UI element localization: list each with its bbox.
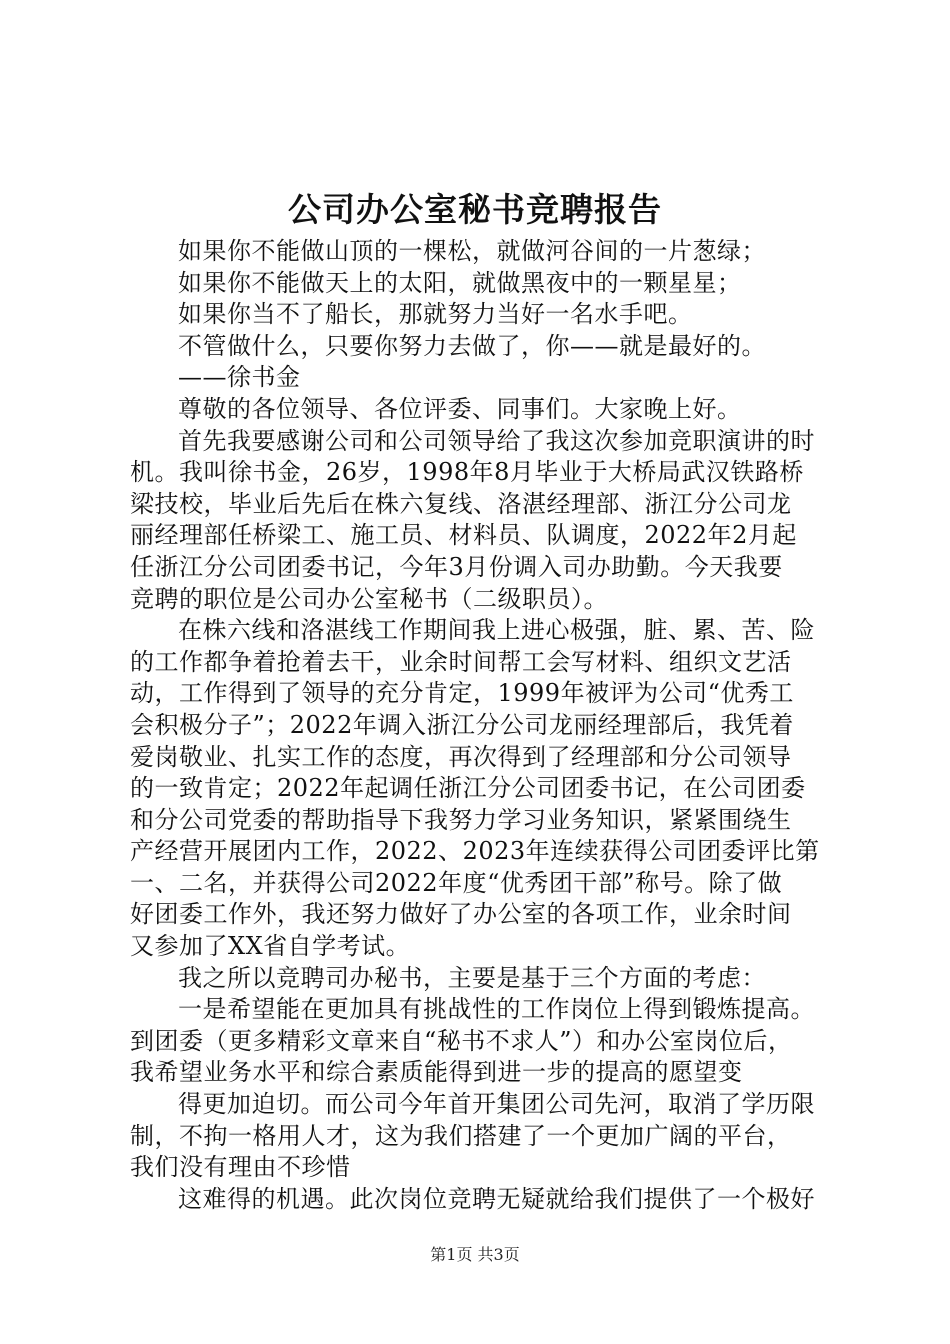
document-title: 公司办公室秘书竞聘报告 — [288, 190, 662, 229]
greeting-line: 尊敬的各位领导、各位评委、同事们。大家晚上好。 — [178, 394, 742, 423]
paragraph-line: 我们没有理由不珍惜 — [130, 1153, 351, 1182]
poem-line-2: 如果你不能做天上的太阳，就做黑夜中的一颗星星； — [178, 268, 742, 297]
page-footer: 第1页 共3页 — [430, 1245, 520, 1264]
paragraph-line: 好团委工作外，我还努力做好了办公室的各项工作，业余时间 — [130, 900, 792, 929]
paragraph-line: 的一致肯定；2022年起调任浙江分公司团委书记，在公司团委 — [130, 774, 806, 803]
paragraph-line: 竞聘的职位是公司办公室秘书（二级职员）。 — [130, 584, 608, 613]
paragraph-line: 丽经理部任桥梁工、施工员、材料员、队调度，2022年2月起 — [130, 521, 797, 550]
paragraph-line: 和分公司党委的帮助指导下我努力学习业务知识，紧紧围绕生 — [130, 805, 792, 834]
poem-line-3: 如果你当不了船长，那就努力当好一名水手吧。 — [178, 300, 693, 329]
paragraph-line: 任浙江分公司团委书记，今年3月份调入司办助勤。今天我要 — [130, 552, 783, 581]
poem-line-1: 如果你不能做山顶的一棵松，就做河谷间的一片葱绿； — [178, 237, 766, 265]
paragraph-line: 梁技校，毕业后先后在株六复线、洛湛经理部、浙江分公司龙 — [130, 489, 792, 518]
paragraph-line: 一是希望能在更加具有挑战性的工作岗位上得到锻炼提高。 — [178, 995, 815, 1024]
paragraph-line: 制，不拘一格用人才，这为我们搭建了一个更加广阔的平台， — [130, 1121, 792, 1150]
paragraph-line: 到团委（更多精彩文章来自“秘书不求人”）和办公室岗位后， — [130, 1026, 793, 1055]
paragraph-line: 机。我叫徐书金，26岁，1998年8月毕业于大桥局武汉铁路桥 — [130, 458, 804, 487]
paragraph-line: 会积极分子”；2022年调入浙江分公司龙丽经理部后，我凭着 — [130, 710, 794, 739]
paragraph-line: 在株六线和洛湛线工作期间我上进心极强，脏、累、苦、险 — [178, 616, 815, 645]
paragraph-line: 爱岗敬业、扎实工作的态度，再次得到了经理部和分公司领导 — [130, 742, 792, 771]
paragraph-line: 一、二名，并获得公司2022年度“优秀团干部”称号。除了做 — [130, 868, 783, 897]
paragraph-line: 我希望业务水平和综合素质能得到进一步的提高的愿望变 — [130, 1058, 743, 1087]
document-body — [130, 236, 830, 1215]
paragraph-line: 这难得的机遇。此次岗位竞聘无疑就给我们提供了一个极好 — [178, 1184, 815, 1213]
paragraph-line: 首先我要感谢公司和公司领导给了我这次参加竞职演讲的时 — [178, 426, 815, 455]
poem-attribution: ——徐书金 — [178, 363, 301, 392]
paragraph-line: 又参加了XX省自学考试。 — [130, 932, 411, 961]
paragraph-line: 我之所以竞聘司办秘书，主要是基于三个方面的考虑： — [178, 963, 766, 992]
paragraph-line: 的工作都争着抢着去干，业余时间帮工会写材料、组织文艺活 — [130, 647, 792, 676]
paragraph-line: 动，工作得到了领导的充分肯定，1999年被评为公司“优秀工 — [130, 679, 794, 708]
paragraph-line: 得更加迫切。而公司今年首开集团公司先河，取消了学历限 — [178, 1090, 815, 1119]
poem-line-4: 不管做什么，只要你努力去做了，你——就是最好的。 — [178, 331, 766, 360]
paragraph-line: 产经营开展团内工作，2022、2023年连续获得公司团委评比第 — [130, 837, 820, 866]
